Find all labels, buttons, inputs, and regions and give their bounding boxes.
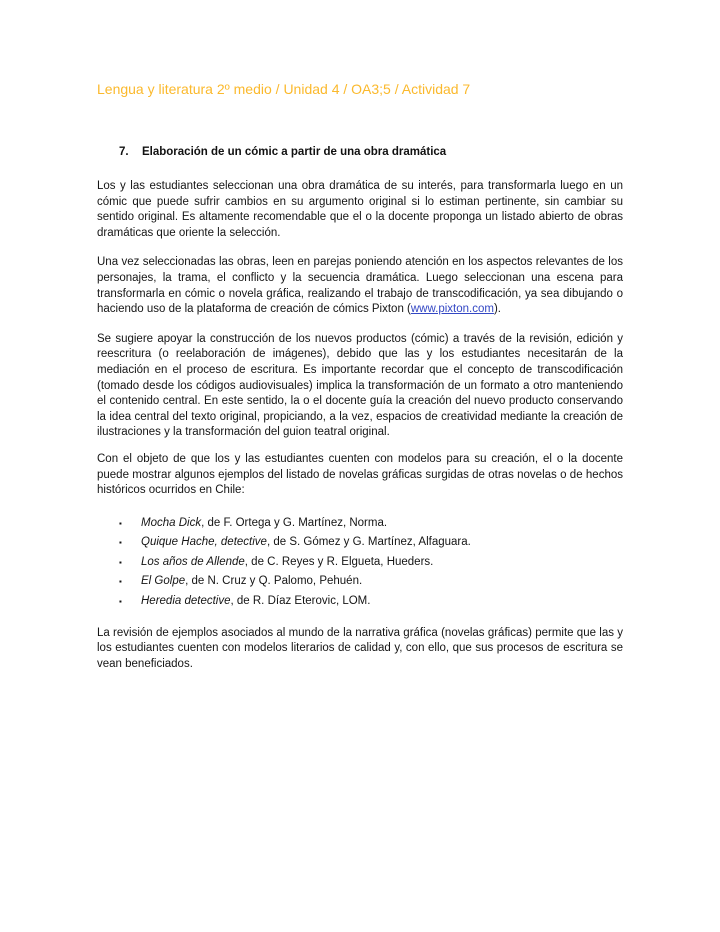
paragraph-suggestion: Se sugiere apoyar la construcción de los nuevos productos (cómic) a través de la revisión, edición y reescritura (o reelaboración de imágenes), debido que las y los estudiantes necesitarán de la mediación en el proceso de escritura. Es importante recordar que el concepto de transcodificación (tomado desde los códigos audiovisuales) implica la transformación de un formato a otro manteniendo el contenido central. En este sentido, la o el docente guía la creación del nuevo producto conservando la idea central del texto original, propiciando, a la vez, espacios de creatividad mediante la creación de ilustraciones y la transformación del guion teatral original. <box>97 332 623 439</box>
book-title: Los años de Allende <box>141 555 245 568</box>
list-item <box>119 594 623 610</box>
activity-heading <box>97 145 623 160</box>
book-entry <box>141 574 362 590</box>
book-entry <box>141 516 387 532</box>
book-entry <box>141 555 433 571</box>
book-list <box>97 516 623 610</box>
list-item <box>119 516 623 532</box>
breadcrumb: Lengua y literatura 2º medio / Unidad 4 / OA3;5 / Actividad 7 <box>97 81 471 97</box>
paragraph-selection: Los y las estudiantes seleccionan una obra dramática de su interés, para transformarla luego en un cómic que puede sufrir cambios en su argumento original si lo estiman pertinente, sin cambiar su sentido original. Es altamente recomendable que el o la docente proponga un listado abierto de obras dramáticas que oriente la selección. <box>97 180 623 239</box>
paragraph-transcodification-tail: ). <box>493 303 501 316</box>
book-entry <box>141 535 471 551</box>
book-title: El Golpe <box>141 575 186 588</box>
paragraph-transcodification-text: Una vez seleccionadas las obras, leen en parejas poniendo atención en los aspectos relevantes de los personajes, la trama, el conflicto y la secuencia dramática. Luego seleccionan una escena para transformarla en cómic o novela gráfica, realizando el trabajo de transcodificación, ya sea dibujando o haciendo uso de la plataforma de creación de cómics Pixton ( <box>97 256 623 316</box>
bullet-icon: ▪ <box>119 518 122 528</box>
paragraph-conclusion: La revisión de ejemplos asociados al mundo de la narrativa gráfica (novelas gráficas) permite que las y los estudiantes cuenten con modelos literarios de calidad y, con ello, que sus procesos de escritura se vean beneficiados. <box>97 626 623 670</box>
book-authors: , de N. Cruz y Q. Palomo, Pehuén. <box>185 575 363 588</box>
list-item <box>119 574 623 590</box>
book-authors: , de S. Gómez y G. Martínez, Alfaguara. <box>266 536 471 549</box>
activity-number: 7. <box>119 146 129 158</box>
book-title: Quique Hache, detective <box>141 536 267 549</box>
book-title: Mocha Dick <box>141 516 202 529</box>
bullet-icon: ▪ <box>119 557 122 567</box>
paragraph-models-intro: Con el objeto de que los y las estudiantes cuenten con modelos para su creación, el o la docente puede mostrar algunos ejemplos del listado de novelas gráficas surgidas de otras novelas o de hechos históricos ocurridos en Chile: <box>97 452 623 497</box>
book-entry <box>141 594 370 610</box>
bullet-icon: ▪ <box>119 597 122 607</box>
paragraph-transcodification <box>97 255 623 317</box>
book-authors: , de C. Reyes y R. Elgueta, Hueders. <box>244 555 434 568</box>
list-item <box>119 535 623 551</box>
book-authors: , de R. Díaz Eterovic, LOM. <box>230 595 371 608</box>
list-item <box>119 555 623 571</box>
book-title: Heredia detective <box>141 595 231 608</box>
book-authors: , de F. Ortega y G. Martínez, Norma. <box>201 516 388 529</box>
bullet-icon: ▪ <box>119 577 122 587</box>
activity-title: Elaboración de un cómic a partir de una obra dramática <box>142 146 447 158</box>
pixton-link[interactable]: www.pixton.com <box>410 303 494 316</box>
bullet-icon: ▪ <box>119 538 122 548</box>
